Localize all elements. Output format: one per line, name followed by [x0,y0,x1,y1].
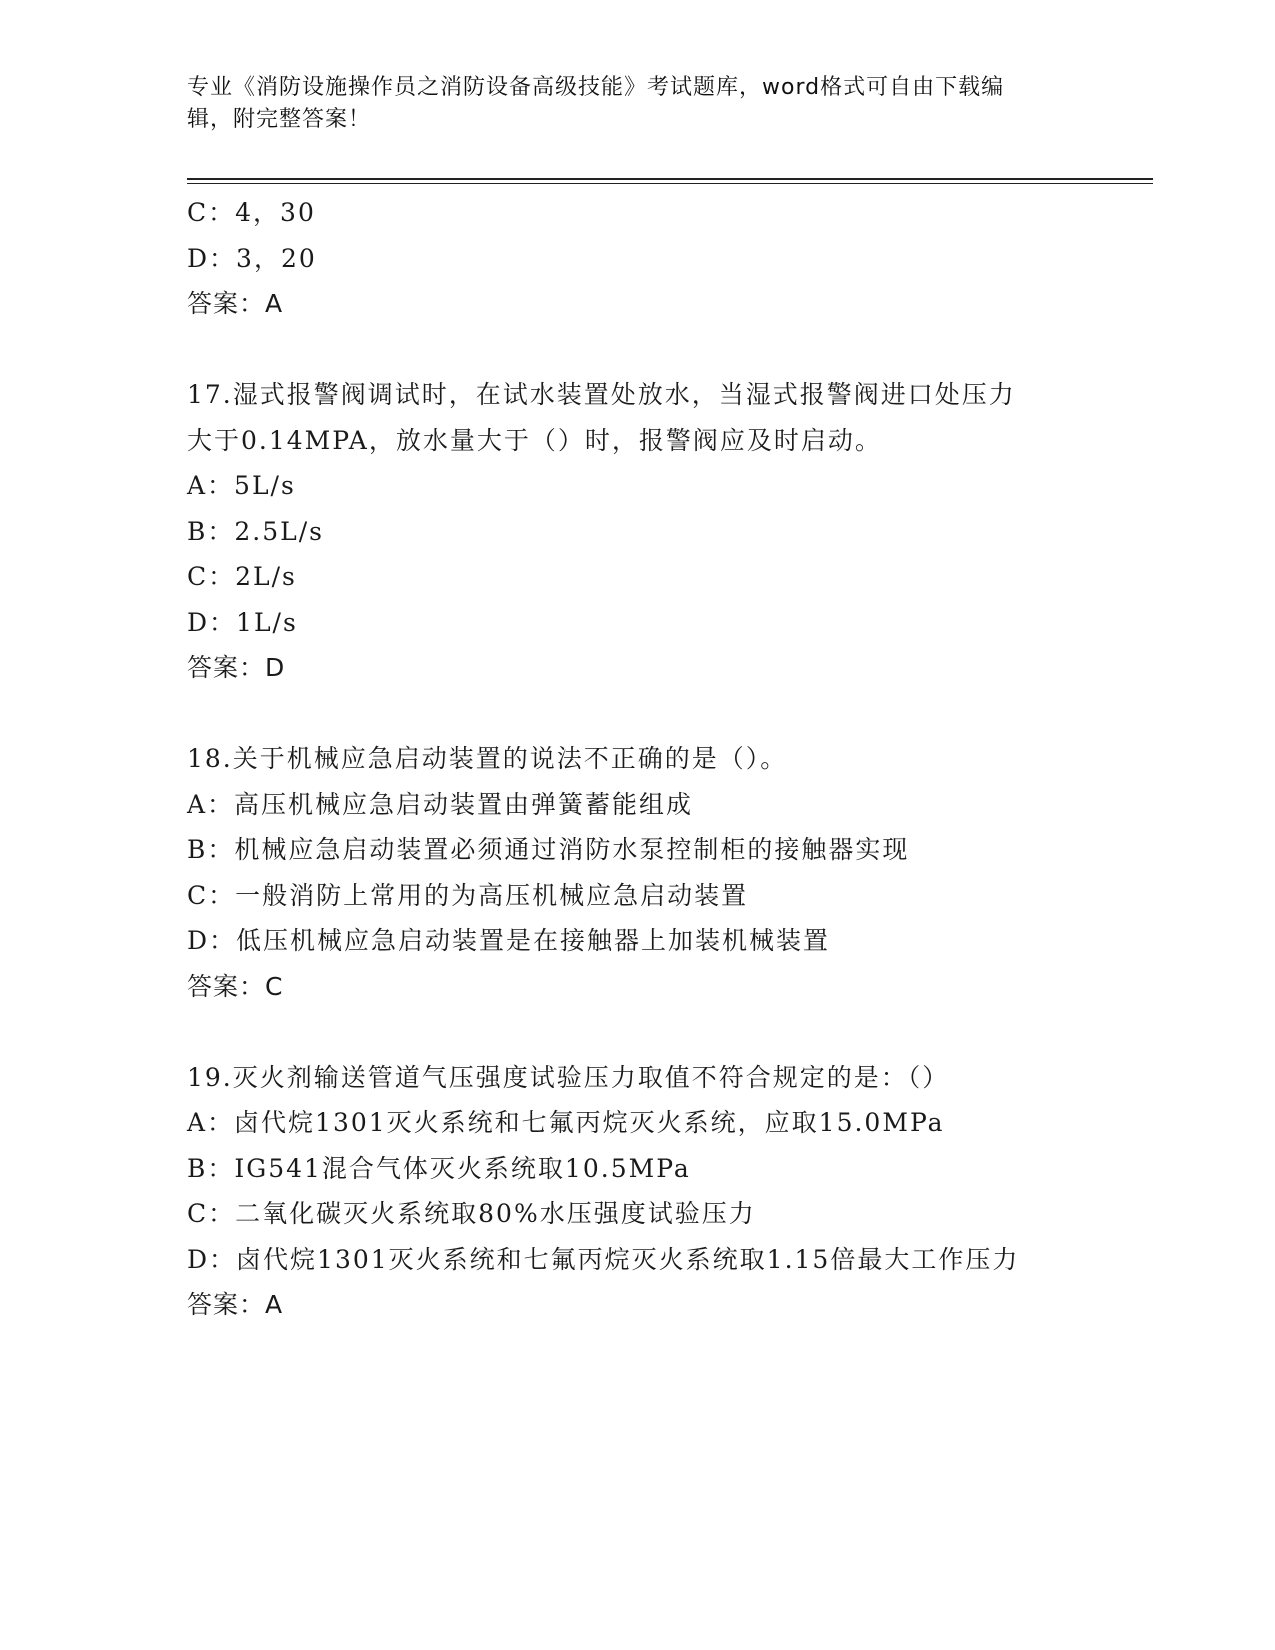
option-c: C：4，30 [187,198,316,227]
header-line-2: 辑，附完整答案！ [187,107,372,132]
option-a: A：高压机械应急启动装置由弹簧蓄能组成 [187,789,694,819]
option-c: C：一般消防上常用的为高压机械应急启动装置 [187,880,749,910]
header-rule-thin [187,183,1153,184]
spacer [187,327,1153,373]
option-a: A：5L/s [187,471,296,500]
answer-line: 答案：C [187,971,284,1001]
option-a: A：卤代烷1301灭火系统和七氟丙烷灭火系统，应取15.0MPa [187,1108,945,1137]
option-d: D：3，20 [187,243,317,273]
spacer [187,691,1153,737]
page-header [187,72,1067,136]
question-content [187,190,1153,1328]
question-16-fragment [187,190,1153,327]
option-b: B：2.5L/s [187,516,324,546]
question-18 [187,736,1153,1009]
answer-line: 答案：A [187,289,284,318]
option-d: D：1L/s [187,607,298,637]
answer-line: 答案：D [187,653,286,682]
option-b: B：IG541混合气体灭火系统取10.5MPa [187,1153,691,1183]
question-stem-line: 17.湿式报警阀调试时，在试水装置处放水，当湿式报警阀进口处压力 [187,380,1016,409]
option-d: D：低压机械应急启动装置是在接触器上加装机械装置 [187,926,831,955]
header-line-1: 专业《消防设施操作员之消防设备高级技能》考试题库，word格式可自由下载编 [187,75,1005,100]
answer-line: 答案：A [187,1290,284,1319]
question-17 [187,372,1153,691]
header-rule-thick [187,178,1153,180]
option-c: C：二氧化碳灭火系统取80%水压强度试验压力 [187,1199,756,1228]
spacer [187,1009,1153,1055]
question-stem-line: 18.关于机械应急启动装置的说法不正确的是（）。 [187,744,788,773]
question-stem-line: 19.灭火剂输送管道气压强度试验压力取值不符合规定的是：（） [187,1062,950,1092]
question-19 [187,1055,1153,1328]
option-c: C：2L/s [187,562,297,591]
option-b: B：机械应急启动装置必须通过消防水泵控制柜的接触器实现 [187,835,910,864]
option-d: D：卤代烷1301灭火系统和七氟丙烷灭火系统取1.15倍最大工作压力 [187,1244,1020,1274]
question-stem-line: 大于0.14MPA，放水量大于（）时，报警阀应及时启动。 [187,425,882,455]
